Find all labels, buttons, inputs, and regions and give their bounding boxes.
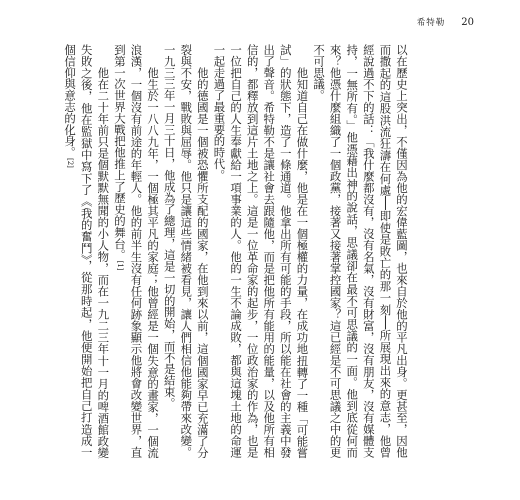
footnote-marker: [2] [66, 158, 75, 168]
paragraph: 他的德國是一個被恐懼所支配的國家，在他到來以前，這個國家早已充滿了分裂與不安，戰敗與屈辱。他只是讓這些情緒被看見，讓人們相信他能夠帶來改變。一九三三年一月三十日，他成為了總理，這是一切的開始，而不是結束。 [162, 44, 210, 458]
footnote-marker: [1] [115, 260, 124, 271]
paragraph-text: 他生於一八八九年，一個極其平凡的家庭；他曾經是一個失意的畫家，一個流浪漢，一個沒有前途的年輕人。他的前半生沒有任何跡象顯示他將會改變世界，直到第一次世界大戰把他推上了歷史的舞台。 [112, 44, 161, 458]
paragraph-text: 他在二十年前只是個默默無聞的小人物，而在一九二三年十一月的啤酒館政變失敗之後，他在監獄中寫下了《我的奮鬥》，從那時起，他便開始把自己打造成一個信仰與意志的化身。 [63, 44, 111, 458]
running-title: 希特勒 [416, 18, 446, 28]
running-header [417, 16, 474, 28]
paragraph [62, 44, 112, 458]
vertical-body-text [63, 44, 410, 458]
paragraph [111, 44, 161, 458]
page-number: 20 [461, 17, 474, 28]
paragraph: 他知道自己在做什麼，他是在一個極權的力量，在成功地扭轉了一種「可能嘗試」的狀態下，造了一條通道。他拿出所有可能的手段，所以能在社會的主義中發出了聲音。希特勒不是讓社會去跟隨他，而是把他所有能用的能量，以及他所有相信的，都釋放到這片土地之上。這是一位革命家的起步，一位政治家的作為，也是一位把自己的人生奉獻給一項事業的人。他的一生不論成敗，都與這塊土地的命運一起走過了最重要的時代。 [212, 44, 310, 458]
paragraph: 以在歷史上突出，不僅因為他的宏偉藍圖，也來自於他的平凡出身。更甚至，因他而撒起的這股洪流狂濤在何處──即使是敗亡的那一刻──所展現出來的意志，他曾經說過不下的話：「我什麼都沒有，沒有名氣，沒有財富，沒有朋友，沒有媒體支持，一無所有。」他憑藉出神的說話，思議卻在最不可思議的一面。他到底從何而來？他憑什麼組織了一個政黨，接著又接著掌控國家？這已經是不可思議之中的更不可思議。 [312, 44, 409, 458]
